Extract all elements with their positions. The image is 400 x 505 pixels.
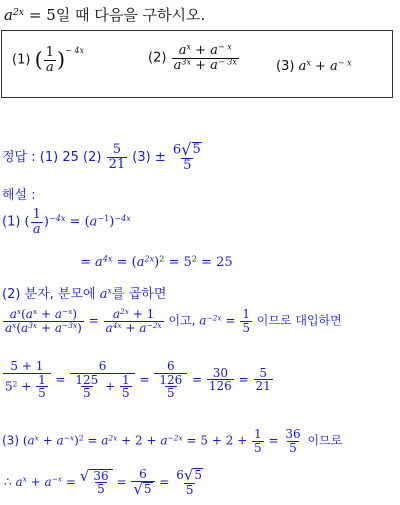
problem-intro-text: 일 때 다음을 구하시오. [55, 6, 206, 24]
solution-step2-calc: 5 + 1 $5^2$ + $\frac{1}{5}$ = 6 $\frac{125}{5}$ + $\frac{1}{5}$ = $\frac{6}{\frac{126}{5}}$ = $\frac{30}{126}$ = $\frac{5}{21}$ [5, 359, 271, 401]
problem-item-1: (1) ( $\frac{1}{a}$ )$^{- 4x}$ [12, 45, 85, 75]
solution-step2-eq: $\frac{a^x(a^x + a^{-x})}{a^x(a^{3x} + a^{-3x})}$ = $\frac{a^{2x} + 1}{a^{4x} + a^{-2x}}$ 이고, $a^{-2x}$ = $\frac{1}{5}$ 이므로 대입하면 [5, 306, 342, 335]
problem-intro: $a^{2x} = 5$일 때 다음을 구하시오. [4, 6, 206, 24]
answer-part2-label: (2) [83, 149, 102, 165]
problem-item-2: (2) $\frac{a^x + a^{- x}}{a^{3x} + a^{- 3x}}$ [148, 42, 237, 73]
solution-step3-result: ∴ $a^x + a^{-x}$ = √ $\frac{36}{5}$ = 6 √ 5 = 6 √ 5 5 [4, 466, 203, 498]
item-label: (1) [12, 52, 31, 68]
answer-part1: (1) 25 [39, 149, 79, 165]
solution-label: 해설 : [2, 188, 36, 203]
solution-step3: (3) $(a^x + a^{-x})^2 = a^{2x} + 2 + a^{-2x} = 5 + 2$ + $\frac{1}{5}$ = $\frac{36}{5}$ 이므로 [2, 427, 343, 455]
answer-part3-label: (3) ± [132, 149, 166, 165]
solution-step1-line2: = $a^{4x} = (a^{2x})^2 = 5^2 = 25$ [80, 254, 233, 270]
problem-item-3: (3) $a^x + a^{- x}$ [276, 58, 352, 74]
answer-line: 정답 : (1) 25 (2) $\frac{5}{21}$ (3) ± 6 √ 5 5 [2, 140, 201, 174]
solution-step2-label: (2) 분자, 분모에 $a^x$를 곱하면 [2, 286, 167, 302]
item-label: (3) [276, 59, 295, 74]
item-label: (2) [148, 50, 167, 66]
solution-step1: (1) ( $\frac{1}{a}$ )$^{-4x} = (a^{-1})^{-4x}$ [2, 207, 131, 237]
answer-label: 정답 : [2, 149, 36, 165]
